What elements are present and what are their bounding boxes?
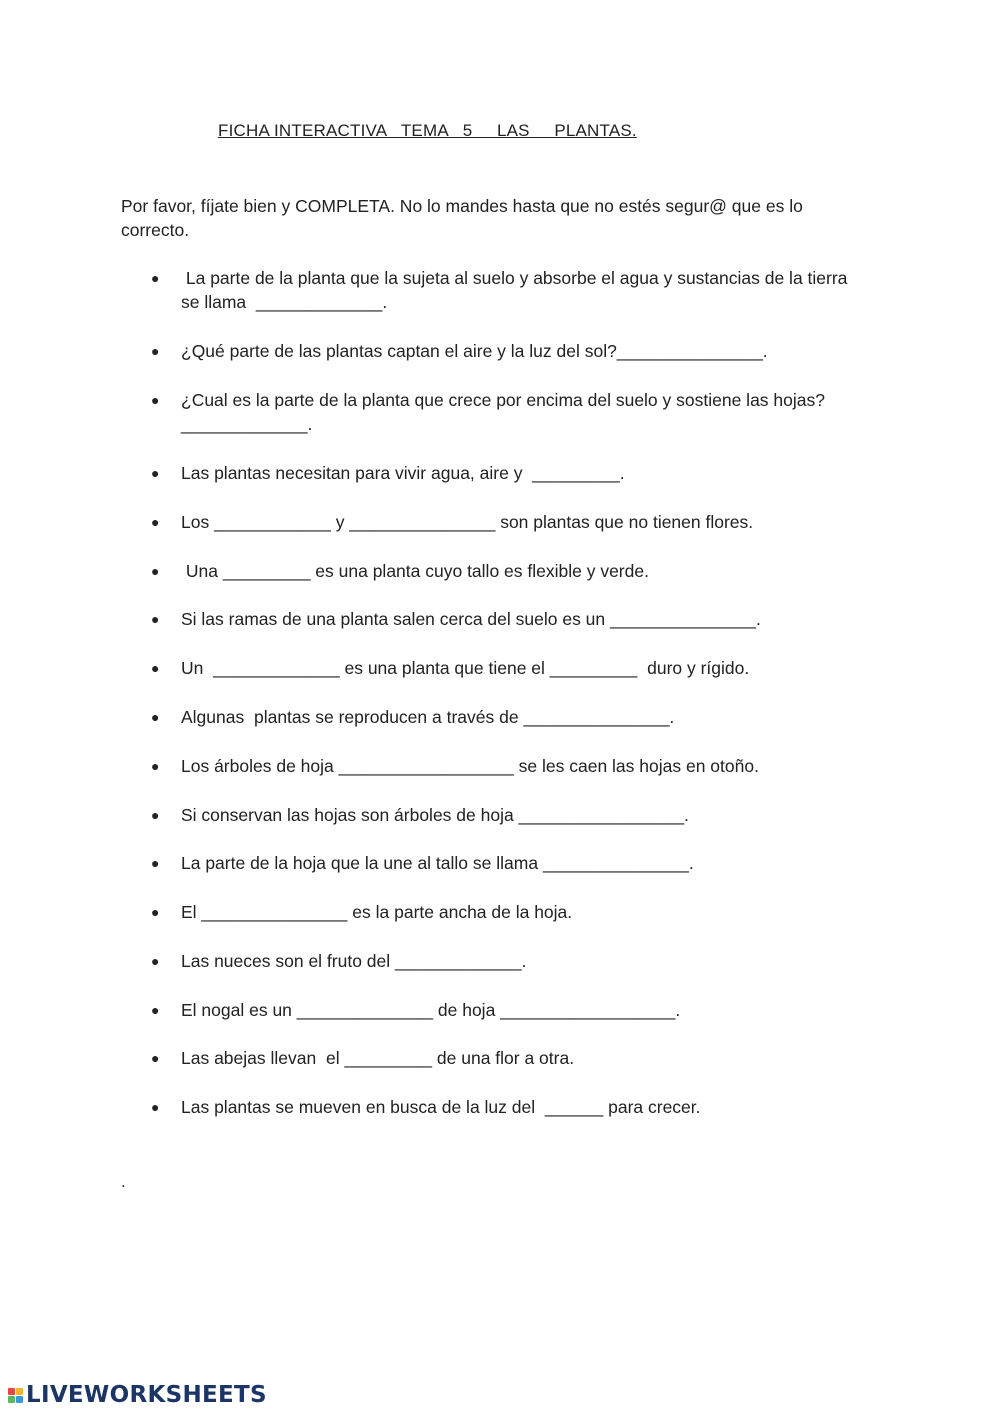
question-text: Algunas plantas se reproducen a través de _______________. [181, 707, 675, 727]
question-text: ¿Qué parte de las plantas captan el aire y la luz del sol?_______________. [181, 341, 768, 361]
logo-text: LIVEWORKSHEETS [26, 1382, 267, 1408]
question-item [151, 998, 851, 1022]
bullet-icon: ● [151, 392, 160, 408]
question-text: Si las ramas de una planta salen cerca del suelo es un _______________. [181, 609, 761, 629]
question-text: Si conservan las hojas son árboles de hoja _________________. [181, 805, 689, 825]
instructions-text: Por favor, fíjate bien y COMPLETA. No lo mandes hasta que no estés segur@ que es lo correcto. [121, 196, 803, 240]
bullet-icon: ● [151, 1050, 160, 1066]
question-item [151, 949, 851, 973]
question-item [151, 1046, 851, 1070]
bullet-icon: ● [151, 855, 160, 871]
bullet-icon: ● [151, 270, 160, 286]
bullet-icon: ● [151, 465, 160, 481]
question-text: ¿Cual es la parte de la planta que crece por encima del suelo y sostiene las hojas?_____________. [181, 390, 825, 434]
question-item [151, 803, 851, 827]
logo-block [8, 1388, 15, 1395]
question-text: La parte de la planta que la sujeta al suelo y absorbe el agua y sustancias de la tierra se llama _____________. [181, 268, 853, 312]
question-item [151, 656, 851, 680]
bullet-icon: ● [151, 611, 160, 627]
question-item [151, 900, 851, 924]
question-item [151, 510, 851, 534]
bullet-icon: ● [151, 758, 160, 774]
question-text: El nogal es un ______________ de hoja __________________. [181, 1000, 681, 1020]
question-text: Un _____________ es una planta que tiene el _________ duro y rígido. [181, 658, 750, 678]
bullet-icon: ● [151, 709, 160, 725]
question-item [151, 339, 851, 363]
question-item [151, 1095, 851, 1119]
question-text: Los árboles de hoja __________________ se les caen las hojas en otoño. [181, 756, 759, 776]
logo-block [16, 1396, 23, 1403]
question-text: Las plantas necesitan para vivir agua, aire y _________. [181, 463, 625, 483]
question-text: Las abejas llevan el _________ de una flor a otra. [181, 1048, 575, 1068]
question-text: Los ____________ y _______________ son plantas que no tienen flores. [181, 512, 754, 532]
question-item [151, 607, 851, 631]
question-text: Las nueces son el fruto del _____________. [181, 951, 527, 971]
question-text: Una _________ es una planta cuyo tallo es flexible y verde. [181, 561, 649, 581]
bullet-icon: ● [151, 1002, 160, 1018]
question-item [151, 266, 851, 314]
question-item [151, 461, 851, 485]
logo-block [16, 1388, 23, 1395]
question-item [151, 388, 851, 436]
question-item [151, 754, 851, 778]
question-text: La parte de la hoja que la une al tallo se llama _______________. [181, 853, 694, 873]
worksheet-title: FICHA INTERACTIVA TEMA 5 LAS PLANTAS. [218, 121, 637, 140]
bullet-icon: ● [151, 953, 160, 969]
question-text: El _______________ es la parte ancha de la hoja. [181, 902, 573, 922]
bullet-icon: ● [151, 807, 160, 823]
question-item [151, 705, 851, 729]
bullet-icon: ● [151, 904, 160, 920]
bullet-icon: ● [151, 514, 160, 530]
bullet-icon: ● [151, 1099, 160, 1115]
logo-block [8, 1396, 15, 1403]
question-item [151, 851, 851, 875]
bullet-icon: ● [151, 343, 160, 359]
trailing-dot: . [121, 1172, 126, 1191]
question-text: Las plantas se mueven en busca de la luz del ______ para crecer. [181, 1097, 701, 1117]
bullet-icon: ● [151, 563, 160, 579]
liveworksheets-logo[interactable] [8, 1380, 267, 1410]
logo-blocks-icon [8, 1388, 23, 1403]
question-item [151, 559, 851, 583]
bullet-icon: ● [151, 660, 160, 676]
